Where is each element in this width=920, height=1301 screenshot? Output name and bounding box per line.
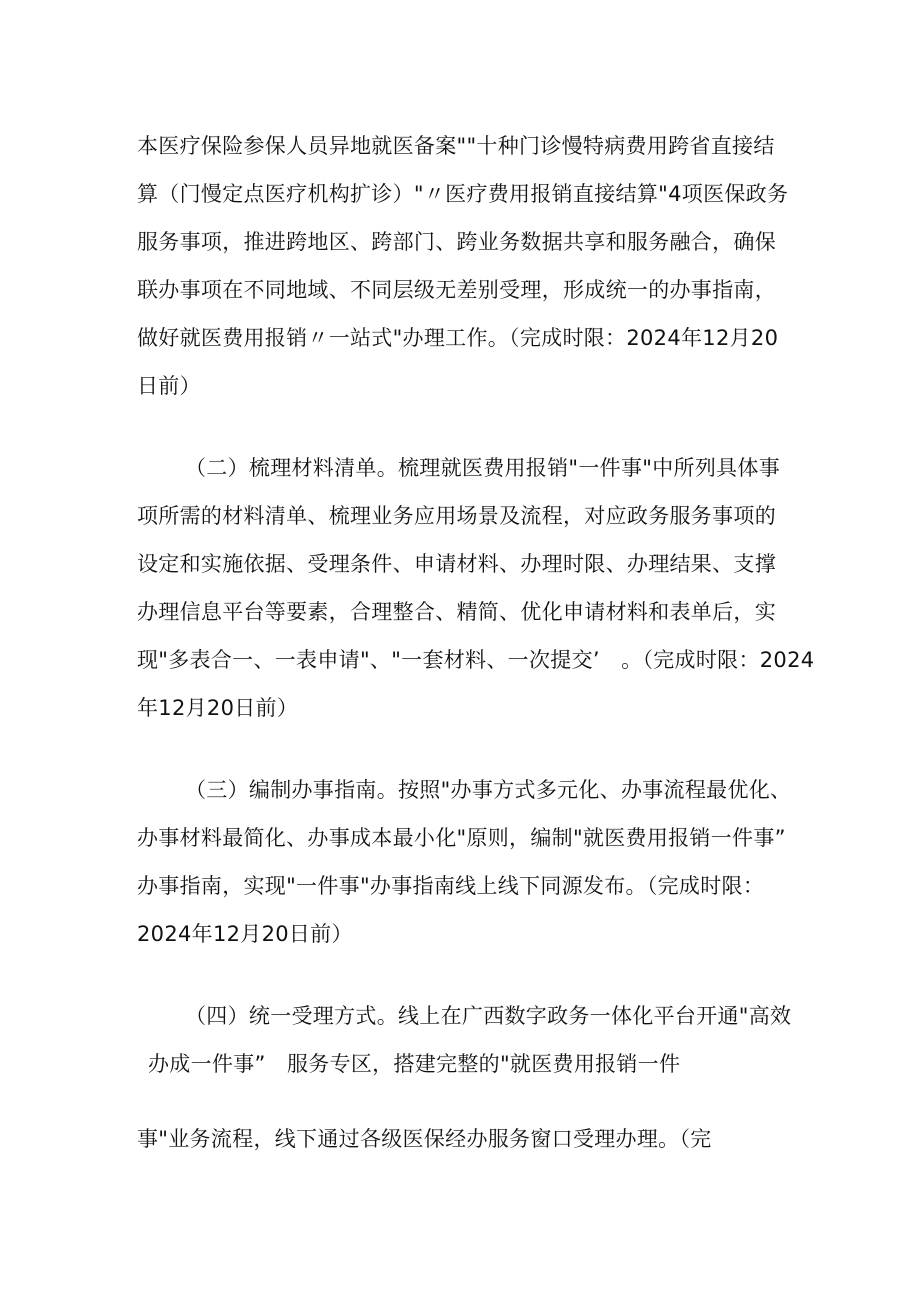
paragraph-2-line-4: 办理信息平台等要素，合理整合、精简、优化申请材料和表单后，实 [137,600,776,624]
paragraph-1-line-1: 本医疗保险参保人员异地就医备案""十种门诊慢特病费用跨省直接结 [137,134,775,158]
paragraph-1-line-6: 日前） [137,374,201,398]
paragraph-4-line-2: 办成一件事” 服务专区，搭建完整的"就医费用报销一件 [148,1052,681,1076]
paragraph-2-line-2: 项所需的材料清单、梳理业务应用场景及流程，对应政务服务事项的 [137,504,776,528]
paragraph-1-line-2: 算（门慢定点医疗机构扩诊）"〃医疗费用报销直接结算"4项医保政务 [137,182,789,206]
paragraph-1-line-5: 做好就医费用报销〃一站式"办理工作。（完成时限：2024年12月20 [137,326,779,350]
paragraph-2-line-1: （二）梳理材料清单。梳理就医费用报销"一件事"中所列具体事 [185,456,781,480]
paragraph-4-line-3: 事"业务流程，线下通过各级医保经办服务窗口受理办理。（完 [137,1127,712,1151]
paragraph-2-line-6: 年12月20日前） [137,696,299,720]
paragraph-3-line-2: 办事材料最简化、办事成本最小化"原则，编制"就医费用报销一件事” [137,826,786,850]
paragraph-4-line-1: （四）统一受理方式。线上在广西数字政务一体化平台开通"高效 [185,1004,792,1028]
paragraph-2-line-3: 设定和实施依据、受理条件、申请材料、办理时限、办理结果、支撑 [137,552,776,576]
paragraph-3-line-3: 办事指南，实现"一件事"办事指南线上线下同源发布。（完成时限： [137,874,765,898]
paragraph-3-line-4: 2024年12月20日前） [137,922,353,946]
paragraph-3-line-1: （三）编制办事指南。按照"办事方式多元化、办事流程最优化、 [185,778,792,802]
paragraph-1-line-3: 服务事项，推进跨地区、跨部门、跨业务数据共享和服务融合，确保 [137,230,776,254]
paragraph-2-line-5: 现"多表合一、一表申请"、"一套材料、一次提交’ 。（完成时限：2024 [137,648,815,672]
paragraph-1-line-4: 联办事项在不同地域、不同层级无差别受理，形成统一的办事指南， [137,278,776,302]
